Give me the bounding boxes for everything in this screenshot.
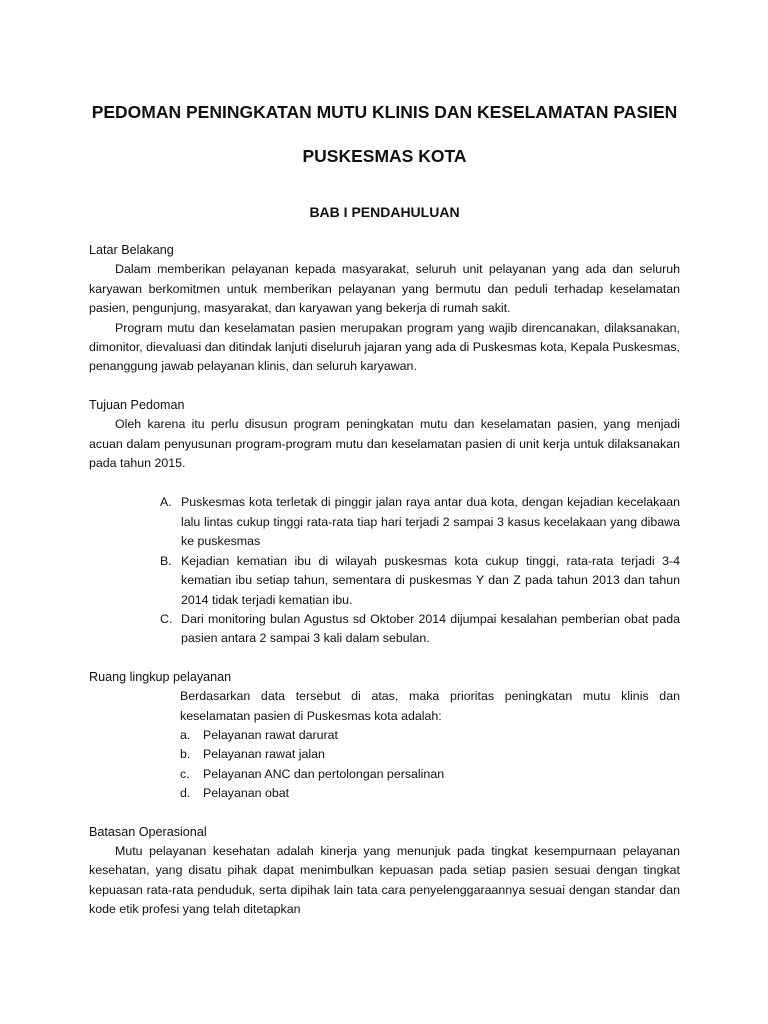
list-item-text: Pelayanan ANC dan pertolongan persalinan (203, 766, 445, 781)
section-ruang-lingkup (89, 668, 680, 804)
section-tujuan-pedoman (89, 396, 680, 649)
list-marker: B. (160, 553, 172, 568)
priority-list (89, 726, 680, 804)
paragraph: Berdasarkan data tersebut di atas, maka prioritas peningkatan mutu klinis dan keselamatan pasien di Puskesmas kota adalah: (180, 689, 680, 723)
list-item-text: Pelayanan rawat jalan (203, 747, 325, 762)
numbered-list (89, 493, 680, 648)
list-marker: a. (180, 727, 191, 742)
document-title-line1: PEDOMAN PENINGKATAN MUTU KLINIS DAN KESELAMATAN PASIEN (91, 102, 678, 122)
list-item (180, 745, 680, 764)
list-item (180, 765, 680, 784)
list-item (160, 552, 680, 610)
list-item (160, 610, 680, 649)
section-heading: Ruang lingkup pelayanan (89, 669, 232, 684)
section-heading: Latar Belakang (89, 243, 174, 257)
list-item-text: Kejadian kematian ibu di wilayah puskesmas kota cukup tinggi, rata-rata terjadi 3-4 kematian ibu setiap tahun, sementara di puskesmas Y dan Z pada tahun 2013 dan tahun 2014 tidak terjadi kematian ibu. (181, 553, 680, 607)
list-item (180, 784, 680, 803)
list-item-text: Pelayanan rawat darurat (203, 727, 339, 742)
paragraph: Mutu pelayanan kesehatan adalah kinerja yang menunjuk pada tingkat kesempurnaan pelayanan kesehatan, yang disatu pihak dapat menimbulkan kepuasan pada setiap pasien sesuai dengan tingkat kepuasan rata-rata penduduk, serta dipihak lain tata cara penyelenggaraannya sesuai dengan standar dan kode etik profesi yang telah ditetapkan (89, 843, 680, 917)
list-marker: b. (180, 747, 191, 762)
section-latar-belakang (89, 241, 680, 377)
paragraph: Program mutu dan keselamatan pasien merupakan program yang wajib direncanakan, dilaksanakan, dimonitor, dievaluasi dan ditindak lanjuti diseluruh jajaran yang ada di Puskesmas kota, Kepala Puskesmas, penanggung jawab pelayanan klinis, dan seluruh karyawan. (89, 320, 680, 374)
list-marker: c. (180, 766, 190, 781)
chapter-heading: BAB I PENDAHULUAN (309, 204, 460, 220)
list-marker: C. (160, 611, 173, 626)
list-item (160, 493, 680, 551)
list-item-text: Dari monitoring bulan Agustus sd Oktober 2014 dijumpai kesalahan pemberian obat pada pasien antara 2 sampai 3 kali dalam sebulan. (181, 611, 680, 646)
paragraph: Dalam memberikan pelayanan kepada masyarakat, seluruh unit pelayanan yang ada dan seluruh karyawan berkomitmen untuk memberikan pelayanan yang bermutu dan peduli terhadap keselamatan pasien, pengunjung, masyarakat, dan karyawan yang bekerja di rumah sakit. (89, 262, 680, 316)
list-item (180, 726, 680, 745)
list-marker: d. (180, 786, 191, 801)
list-item-text: Pelayanan obat (203, 786, 290, 801)
document-title-line2: PUSKESMAS KOTA (302, 146, 467, 166)
section-heading: Tujuan Pedoman (89, 397, 185, 412)
paragraph: Oleh karena itu perlu disusun program peningkatan mutu dan keselamatan pasien, yang menjadi acuan dalam penyusunan program-program mutu dan keselamatan pasien di unit kerja untuk dilaksanakan pada tahun 2015. (89, 417, 680, 471)
section-heading: Batasan Operasional (89, 824, 207, 839)
list-item-text: Puskesmas kota terletak di pinggir jalan raya antar dua kota, dengan kejadian kecelakaan lalu lintas cukup tinggi rata-rata tiap hari terjadi 2 sampai 3 kasus kecelakaan yang dibawa ke puskesmas (181, 495, 680, 549)
section-batasan-operasional (89, 823, 680, 920)
list-marker: A. (160, 495, 172, 510)
